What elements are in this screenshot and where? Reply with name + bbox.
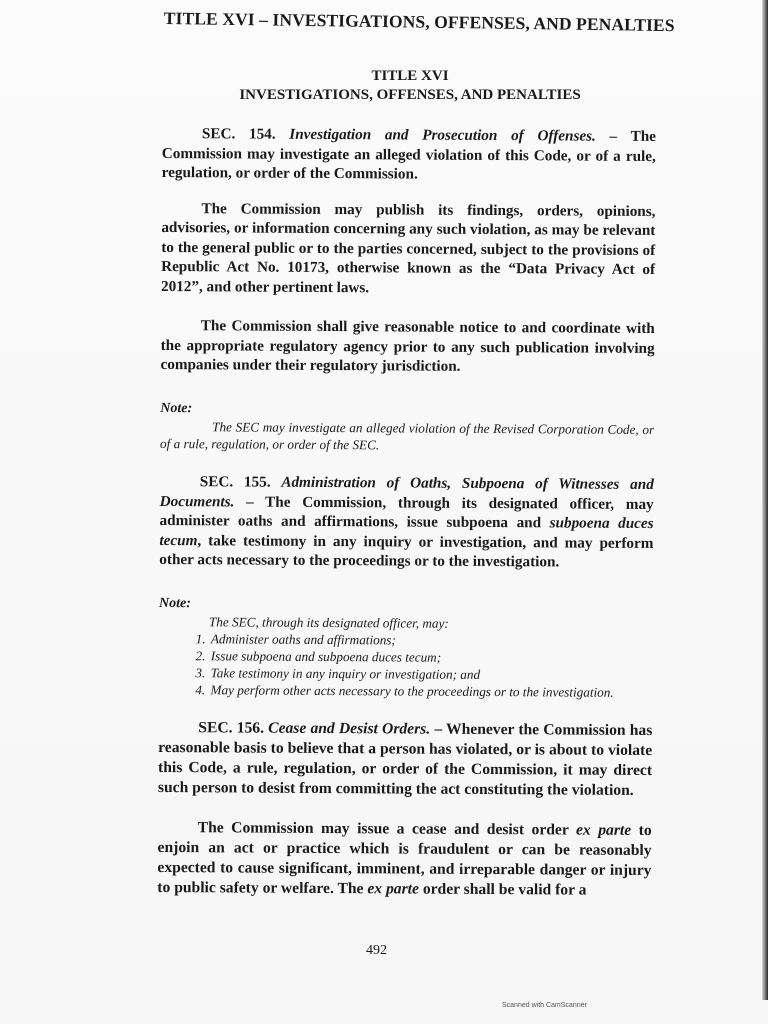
title-number: TITLE XVI: [371, 68, 449, 84]
scanner-watermark: Scanned with CamScanner: [502, 1002, 587, 1009]
title-block: [160, 67, 660, 105]
page-number: 492: [366, 943, 387, 958]
sec154-paragraph-3: The Commission shall give reasonable notice to and coordinate with the appropriate regulatory agency prior to any such publication involving companies under their regulatory jurisdiction.: [160, 317, 655, 375]
sec154-paragraph-2: The Commission may publish its findings, orders, opinions, advisories, or information concerning any such violation, as may be relevant to the general public or to the parties concerned, subject to the provisions of Republic Act No. 10173, otherwise known as the “Data Privacy Act of 2012”, and other pertinent laws.: [160, 199, 656, 296]
sec154-dash: –: [595, 127, 631, 145]
sec154-note-label: Note:: [160, 400, 193, 416]
book-spine-shadow: [762, 0, 768, 1000]
sec156-para2-b: to enjoin an act or practice which is fraudulent or can be reasonably expected to cause significant, imminent, and irreparable danger or injury to public safety or welfare. The: [157, 821, 652, 898]
sec155-body-a: – The Commission, through its designated officer, may administer oaths and affirmations, issue subpoena and: [159, 492, 654, 532]
sec156-para2-italic-1: ex parte: [575, 821, 632, 839]
sec155-paragraph: [159, 472, 654, 573]
sec155-note-list: [158, 630, 652, 701]
sec155-number: SEC. 155.: [199, 473, 271, 491]
note-list-item: 1. Administer oaths and affirmations;: [209, 630, 653, 650]
note-list-item: 2. Issue subpoena and subpoena duces tecum;: [209, 647, 653, 667]
note-list-item: 3. Take testimony in any inquiry or investigation; and: [209, 664, 653, 684]
sec155-note-label: Note:: [159, 595, 192, 611]
sec156-heading: Cease and Desist Orders.: [268, 719, 431, 738]
sec154-body: The Commission may investigate an alleged violation of this Code, or of a rule, regulation, or order of the Commission.: [161, 127, 657, 183]
sec154-number: SEC. 154.: [201, 125, 276, 143]
sec155-body-b: , take testimony in any inquiry or investigation, and may perform other acts necessary to the proceedings or to the investigation.: [159, 531, 654, 571]
sec155-heading: Administration of Oaths, Subpoena of Witnesses and Documents.: [159, 473, 654, 510]
sec156-para2-a: The Commission may issue a cease and desist order: [197, 819, 577, 839]
note-list-item: 4. May perform other acts necessary to the proceedings or to the investigation.: [208, 681, 652, 701]
sec156-para2-italic-2: ex parte: [367, 880, 420, 898]
page-content: [157, 124, 656, 901]
sec156-para2-c: order shall be valid for a: [418, 880, 587, 899]
sec154-heading: Investigation and Prosecution of Offenses.: [289, 125, 596, 145]
sec155-note-intro: The SEC, through its designated officer, may:: [208, 614, 449, 631]
sec156-paragraph-1: [158, 718, 652, 801]
sec156-paragraph-2: [157, 818, 651, 901]
sec154-note-text: The SEC may investigate an alleged violation of the Revised Corporation Code, or of a rule, regulation, or order of the SEC.: [160, 419, 655, 453]
sec156-body: – Whenever the Commission has reasonable basis to believe that a person has violated, or is about to violate this Code, a rule, regulation, or order of the Commission, it may direct such person to desist from committing the act constituting the violation.: [157, 720, 653, 799]
sec154-paragraph-1: [162, 124, 656, 186]
running-head: TITLE XVI – INVESTIGATIONS, OFFENSES, AND PENALTIES: [163, 8, 675, 36]
title-name: INVESTIGATIONS, OFFENSES, AND PENALTIES: [239, 87, 581, 103]
sec156-number: SEC. 156.: [198, 719, 265, 737]
sec155-body-italic: subpoena duces tecum: [159, 514, 654, 549]
